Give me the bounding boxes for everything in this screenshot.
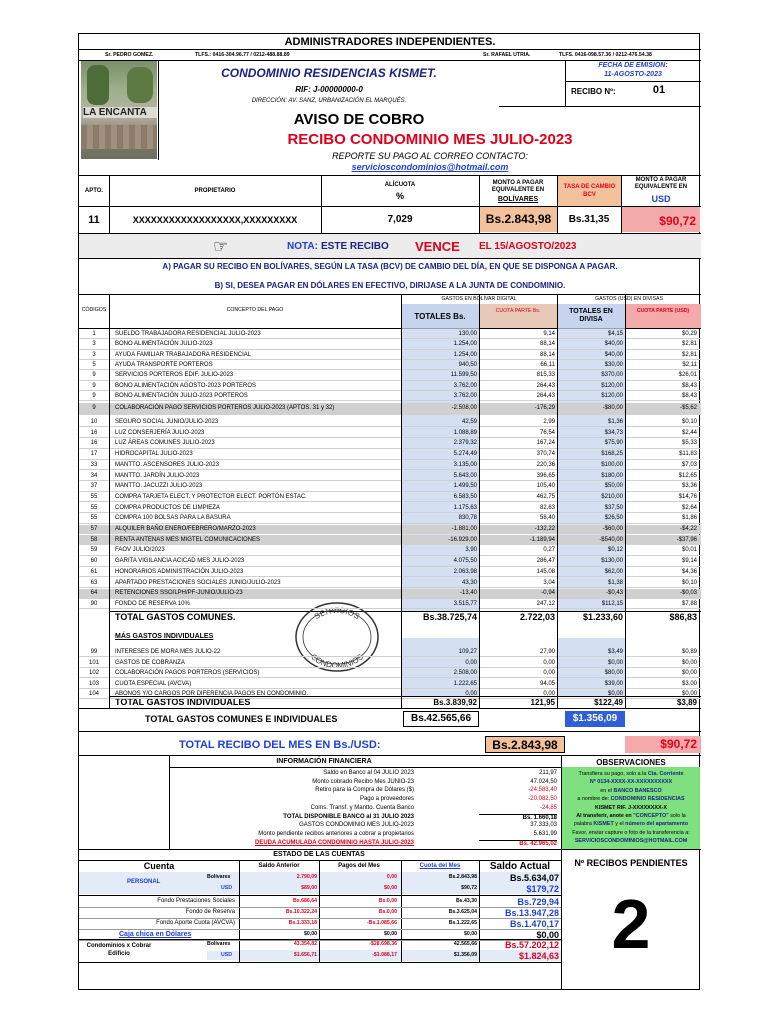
owner-monto-usd: $90,72 [622, 207, 700, 232]
info-title: INFORMACIÓN FINANCIERA [276, 758, 372, 765]
total-comunes-label: TOTAL GASTOS COMUNES. [115, 612, 236, 622]
instruction-a: A) PAGAR SU RECIBO EN BOLÍVARES, SEGÚN LA TASA (BCV) DE CAMBIO DEL DÍA, EN QUE SE DISPONGA A PAGAR. [162, 262, 618, 271]
svg-text:CONDOMINIOS: CONDOMINIOS [309, 652, 365, 671]
table-row: 17 HIDROCAPITAL JULIO-2023 5.274,49 370,74 $168,25 $11,83 [90, 451, 697, 458]
info-row-label: GASTOS CONDOMINIO MES JULIO-2023 [299, 822, 414, 829]
table-row: 104 ABONOS Y/O CARGOS POR DIFERENCIA PAGOS EN CONDOMINIO. 0,00 0,00 $0,00 $0,00 [88, 691, 697, 697]
table-row: 58 RENTA ANTENAS MES MIGTEL COMUNICACIONES -16.929,00 -1.189,94 -$540,00 -$37,96 [90, 536, 697, 543]
total-comunes-usd: $1.233,60 [582, 612, 623, 622]
total-ind-cuota-usd: $3,89 [676, 698, 697, 707]
gastos-bs-title: GASTOS EN BOLÍVAR DIGITAL [441, 296, 517, 302]
table-row: 55 COMPRA TARJETA ELECT. Y PROTECTOR ELECT. PORTÓN ESTAC. 6.583,50 462,75 $210,00 $14,76 [90, 493, 697, 500]
codes-header: CÓDIGOS [81, 307, 107, 313]
info-row-label: Coms. Transf. y Mantto. Cuenta Banco [310, 804, 414, 811]
col-alicuota-pct: % [395, 191, 404, 201]
estado-fund-label: Fondo de Reserva [185, 909, 235, 915]
nota-vence: VENCE [415, 239, 460, 254]
total-ind-bs: Bs.3.839,92 [433, 698, 477, 707]
table-row: 9 BONO ALIMENTACIÓN JULIO-2023 PORTEROS 3.762,00 264,43 $120,00 $8,43 [92, 392, 697, 399]
report-instruction: REPORTE SU PAGO AL CORREO CONTACTO: [332, 151, 528, 161]
header-title: ADMINISTRADORES INDEPENDIENTES. [284, 36, 496, 48]
col-apto: APTO. [84, 188, 104, 194]
table-row: 16 LUZ CONSERJERÍA JULIO-2023 1.088,89 76,54 $34,73 $2,44 [90, 429, 697, 436]
table-row-colaboracion: 9 COLABORACIÓN PAGO SERVICIOS PORTEROS JULIO-2023 (APTOS. 31 y 32) -2.508,00 -176,29 -$80,00 -$5,62 [92, 405, 697, 411]
info-row-label: Saldo en Banco al 04 JULIO 2023 [323, 770, 414, 776]
info-row-value: -24.583,40 [528, 787, 557, 794]
instruction-b: B) SI, DESEA PAGAR EN DÓLARES EN EFECTIVO, DIRIJASE A LA JUNTA DE CONDOMINIO. [214, 281, 566, 290]
owner-tasa: Bs.31,35 [568, 214, 610, 225]
table-row: 103 CUOTA ESPECIAL (AVCVA) 1.222,65 94,05 $39,00 $3,00 [88, 680, 697, 687]
estado-row-personal-bs: 2.790,09 0,00 Bs.2.843,98 Bs.5.634,07 [296, 873, 559, 883]
estado-cxc-label: Condominios x Cobrar Edificio [86, 943, 152, 957]
estado-h-saldo-act: Saldo Actual [489, 861, 551, 872]
cuota-bs-header: CUOTA PARTE Bs. [495, 308, 541, 314]
admin-2: Sr. RAFAEL UTRIA. [483, 52, 531, 58]
pendientes-label: Nº RECIBOS PENDIENTES [574, 858, 688, 868]
nota-date: EL 15/AGOSTO/2023 [479, 241, 577, 252]
owner-apto: 11 [88, 214, 100, 226]
estado-pers-bs-label: Bolívares [207, 874, 231, 880]
table-row: 63 APARTADO PRESTACIONES SOCIALES JUNIO/JULIO-2023 43,30 3,04 $1,38 $0,10 [90, 579, 697, 586]
condo-rif: RIF: J-00000000-0 [295, 85, 363, 94]
table-row: 55 COMPRA 100 BOLSAS PARA LA BASURA 830,78 58,40 $26,50 $1,86 [90, 515, 697, 522]
total-comunes-cuota-usd: $86,83 [669, 612, 697, 622]
total-ci-bs: Bs.42.565,66 [403, 711, 479, 727]
total-recibo-bs: Bs.2.843,98 [485, 736, 565, 753]
estado-fund-label: Caja chica en Dólares [119, 931, 192, 938]
info-row-label: Monto cobrado Recibo Mes JUNIO-23 [312, 778, 414, 785]
total-recibo-label: TOTAL RECIBO DEL MES EN Bs./USD: [179, 739, 381, 751]
concepto-header: CONCEPTO DEL PAGO [226, 307, 284, 313]
total-ci-label: TOTAL GASTOS COMUNES E INDIVIDUALES [145, 714, 338, 724]
total-ind-cuota-bs: 121,95 [530, 698, 555, 707]
table-row: 37 MANTTO. JACUZZI JULIO-2023 1.499,50 105,40 $50,00 $3,36 [90, 483, 697, 490]
table-row: 99 INTERESES DE MORA MES JULIO-22 109,27 27,90 $3,49 $0,89 [90, 649, 697, 655]
receipt-number-label: RECIBO Nº: [571, 87, 616, 96]
estado-personal: PERSONAL [127, 879, 161, 885]
building-photo [81, 61, 157, 159]
obs-title: OBSERVACIONES [596, 758, 666, 767]
gastos-usd-title: GASTOS (USD) EN DIVISAS [595, 296, 663, 302]
col-alicuota: ALÍCUOTA [384, 182, 416, 188]
table-row: 34 MANTTO. JARDÍN JULIO-2023 5.643,00 396,65 $180,00 $12,65 [90, 472, 697, 479]
total-ind-usd: $122,49 [594, 698, 623, 707]
estado-fund-label: Fondo Aporte Cuota (AVCVA) [156, 920, 235, 926]
mas-gastos-label: MÁS GASTOS INDIVIDUALES [115, 633, 214, 640]
total-recibo-usd: $90,72 [625, 736, 701, 753]
receipt-sheet [78, 33, 700, 990]
estado-row-cxc-usd: $1.656,71 -$1.088,17 $1.356,09 $1.824,63 [239, 950, 561, 961]
estado-h-saldo-ant: Saldo Anterior [258, 863, 300, 869]
table-row: 101 GASTOS DE COBRANZA 0,00 0,00 $0,00 $0,00 [88, 659, 697, 666]
cuota-usd-header: CUOTA PARTE (USD) [636, 308, 690, 314]
info-row-value: -24,85 [539, 804, 557, 811]
table-row: 9 SERVICIOS PORTEROS EDIF. JULIO-2023 11.599,50 815,33 $370,00 $26,01 [92, 372, 697, 379]
photo-sign: LA ENCANTA [83, 107, 157, 118]
table-row: 3 AYUDA FAMILIAR TRABAJADORA RESIDENCIAL 1.254,00 88,14 $40,00 $2,81 [92, 351, 697, 358]
aviso-subtitle: RECIBO CONDOMINIO MES JULIO-2023 [287, 131, 573, 148]
estado-h-cuenta: Cuenta [143, 861, 175, 871]
info-row-value: 5.631,99 [533, 830, 557, 837]
table-row: 61 HONORARIOS ADMINISTRACIÓN JULIO-2023 2.063,98 145,08 $62,00 $4,36 [90, 568, 697, 575]
table-row: 10 SEGURO SOCIAL JUNIO/JULIO-2023 42,59 2,99 $1,36 $0,10 [90, 419, 697, 425]
owner-alicuota: 7,029 [387, 214, 413, 225]
table-row: 102 COLABORACIÓN PAGOS PORTEROS (SERVICIOS) 2.508,00 0,00 $80,00 $0,00 [88, 670, 697, 676]
table-row: 59 FAOV JULIO/2023 3,90 0,27 $0,12 $0,01 [90, 547, 697, 554]
table-row: 33 MANTTO. ASCENSORES JULIO-2023 3.135,00 220,36 $100,00 $7,03 [90, 461, 697, 468]
info-row-label: Pago a proveedores [359, 796, 414, 803]
owner-name: XXXXXXXXXXXXXXXXXX,XXXXXXXXX [132, 215, 298, 225]
col-bolivares: BOLÍVARES [497, 196, 539, 203]
owner-monto-bs: Bs.2.843,98 [480, 207, 557, 232]
info-row-label: DEUDA ACUMULADA CONDOMINIO HASTA JULIO-2023 [254, 839, 414, 846]
svg-text:SERVICIOS: SERVICIOS [312, 605, 362, 622]
total-comunes-cuota-bs: 2.722,03 [519, 612, 555, 622]
total-ind-label: TOTAL GASTOS INDIVIDUALES [115, 697, 251, 707]
col-monto-usd: MONTO A PAGAR EQUIVALENTE EN [634, 177, 688, 190]
condo-address: DIRECCIÓN: AV. SANZ, URBANIZACIÓN EL MARQUÉS. [251, 98, 407, 104]
table-row: 57 ALQUILER BAÑO ENERO/FEBRERO/MARZO-2023 -1.881,00 -132,22 -$60,00 -$4,22 [90, 526, 697, 532]
info-row-label: TOTAL DISPONIBLE BANCO al 31 JULIO 2023 [283, 813, 414, 820]
estado-fund-row: $0,00 $0,00 $0,00 $0,00 [304, 930, 559, 940]
info-row-label: Monto pendiente recibos anteriores a cobrar a propietarios [258, 830, 414, 837]
info-row-value: Bs. 42.965,02 [479, 840, 557, 847]
info-row-value: -20.082,50 [528, 796, 557, 803]
info-row-value: Bs. 1.660,18 [479, 814, 557, 821]
table-row: 90 FONDO DE RESERVA 10% 3.515,77 247,12 $112,15 $7,88 [90, 600, 697, 607]
table-row: 9 BONO ALIMENTACIÓN AGOSTO-2023 PORTEROS 3.762,00 264,43 $120,00 $8,43 [92, 382, 697, 389]
total-ci-usd: $1.356,09 [565, 711, 625, 727]
estado-fund-label: Fondo Prestaciones Sociales [157, 898, 235, 904]
estado-row-cxc-bs: 43.354,82 -$28.698,36 42.565,66 Bs.57.202,12 [293, 940, 559, 950]
table-row: 1 SUELDO TRABAJADORA RESIDENCIAL JULIO-2023 130,00 9,14 $4,15 $0,29 [92, 331, 697, 337]
emission-date: 11-AGOSTO-2023 [604, 71, 662, 78]
table-row: 55 COMPRA PRODUCTOS DE LIMPIEZA 1.175,63 82,63 $37,50 $2,64 [90, 504, 697, 511]
table-row: 5 AYUDA TRANSPORTE PORTEROS 940,50 66,11 $30,00 $2,11 [92, 361, 697, 368]
table-row: 3 BONO ALIMENTACIÓN JULIO-2023 1.254,00 88,14 $40,00 $2,81 [92, 341, 697, 348]
estado-pers-usd-label: USD [221, 885, 232, 891]
info-row-value: 47.024,50 [530, 778, 557, 785]
estado-row-personal-usd: $89,00 $0,00 $90,72 $179,72 [301, 884, 559, 894]
col-monto-bs: MONTO A PAGAR EQUIVALENTE EN [491, 180, 545, 193]
admin-1-phone: TLFS.: 0416-304.96.77 / 0212-488.88.89 [195, 52, 290, 58]
aviso-title: AVISO DE COBRO [293, 111, 425, 128]
obs-text: Transfiera su pago, solo a la Cta. Corriente Nº 0134-XXXX-XX-XXXXXXXXXX en el BANCO BANESCO a nombre de: CONDOMINIO RESIDENCIAS KISMET RIF. J-XXXXXXXX-X Al transferir, anote en "CONCEPTO" solo la palabra KISMET y el número del apartamento Favor, enviar capture o foto de la transferencia a: SERVICIOSCONDOMINIOS@HOTMAIL.COM [572, 771, 690, 845]
condo-name: CONDOMINIO RESIDENCIAS KISMET. [221, 66, 437, 80]
admin-1: Sr. PEDRO GOMEZ. [105, 52, 154, 58]
nota-label: NOTA: [287, 241, 318, 252]
table-row: 16 LUZ ÁREAS COMUNES JULIO-2023 2.379,32 167,24 $75,90 $5,33 [90, 440, 697, 447]
estado-title: ESTADO DE LAS CUENTAS [273, 851, 365, 858]
contact-email[interactable]: servicioscondominios@hotmail.com [351, 162, 509, 172]
estado-fund-row: Bs.10.322,24 Bs.0,00 Bs.3.625,04 Bs.13.947,28 [285, 908, 559, 918]
info-row-value: 211,97 [539, 770, 557, 776]
nota-text: ESTE RECIBO [321, 241, 389, 252]
estado-cxc-bs-label: Bolívares [207, 941, 231, 947]
table-row: 60 GARITA VIGILANCIA ACICAD MES JULIO-2023 4.075,50 286,47 $130,00 $9,14 [90, 558, 697, 565]
admin-2-phone: TLFS. 0416-098.57.36 / 0212-476.54.38 [559, 52, 652, 58]
info-row-value: 37.333,03 [530, 822, 557, 829]
table-row: 64 RETENCIONES SSO/LPH/PF-JUNIO/JULIO-23 -13,40 -0,94 -$0,43 -$0,03 [90, 590, 697, 597]
col-tasa: TASA DE CAMBIO BCV [558, 176, 621, 206]
emission-label: FECHA DE EMISIÓN: [598, 62, 668, 69]
estado-fund-row: Bs.1.333,18 -Bs.1.085,66 Bs.1.222,65 Bs.1.470,17 [288, 919, 559, 929]
total-comunes-bs: Bs.38.725,74 [422, 612, 477, 622]
estado-cxc-usd-label: USD [221, 952, 232, 958]
receipt-number: 01 [652, 84, 666, 96]
estado-fund-row: Bs.686,64 Bs.0,00 Bs.43,30 Bs.729,94 [293, 897, 559, 907]
hand-pointing-icon: ☞ [213, 237, 229, 256]
totales-bs-header: TOTALES Bs. [414, 312, 466, 321]
estado-h-pagos: Pagos del Mes [338, 863, 380, 869]
estado-h-cuota: Cuota del Mes [419, 863, 461, 869]
info-row-label: Retiro para la Compra de Dólares ($) [315, 787, 414, 794]
col-propietario: PROPIETARIO [194, 188, 236, 194]
pendientes-value: 2 [611, 885, 651, 963]
totales-usd-header: TOTALES EN DIVISA [569, 308, 613, 323]
col-usd: USD [651, 194, 671, 204]
